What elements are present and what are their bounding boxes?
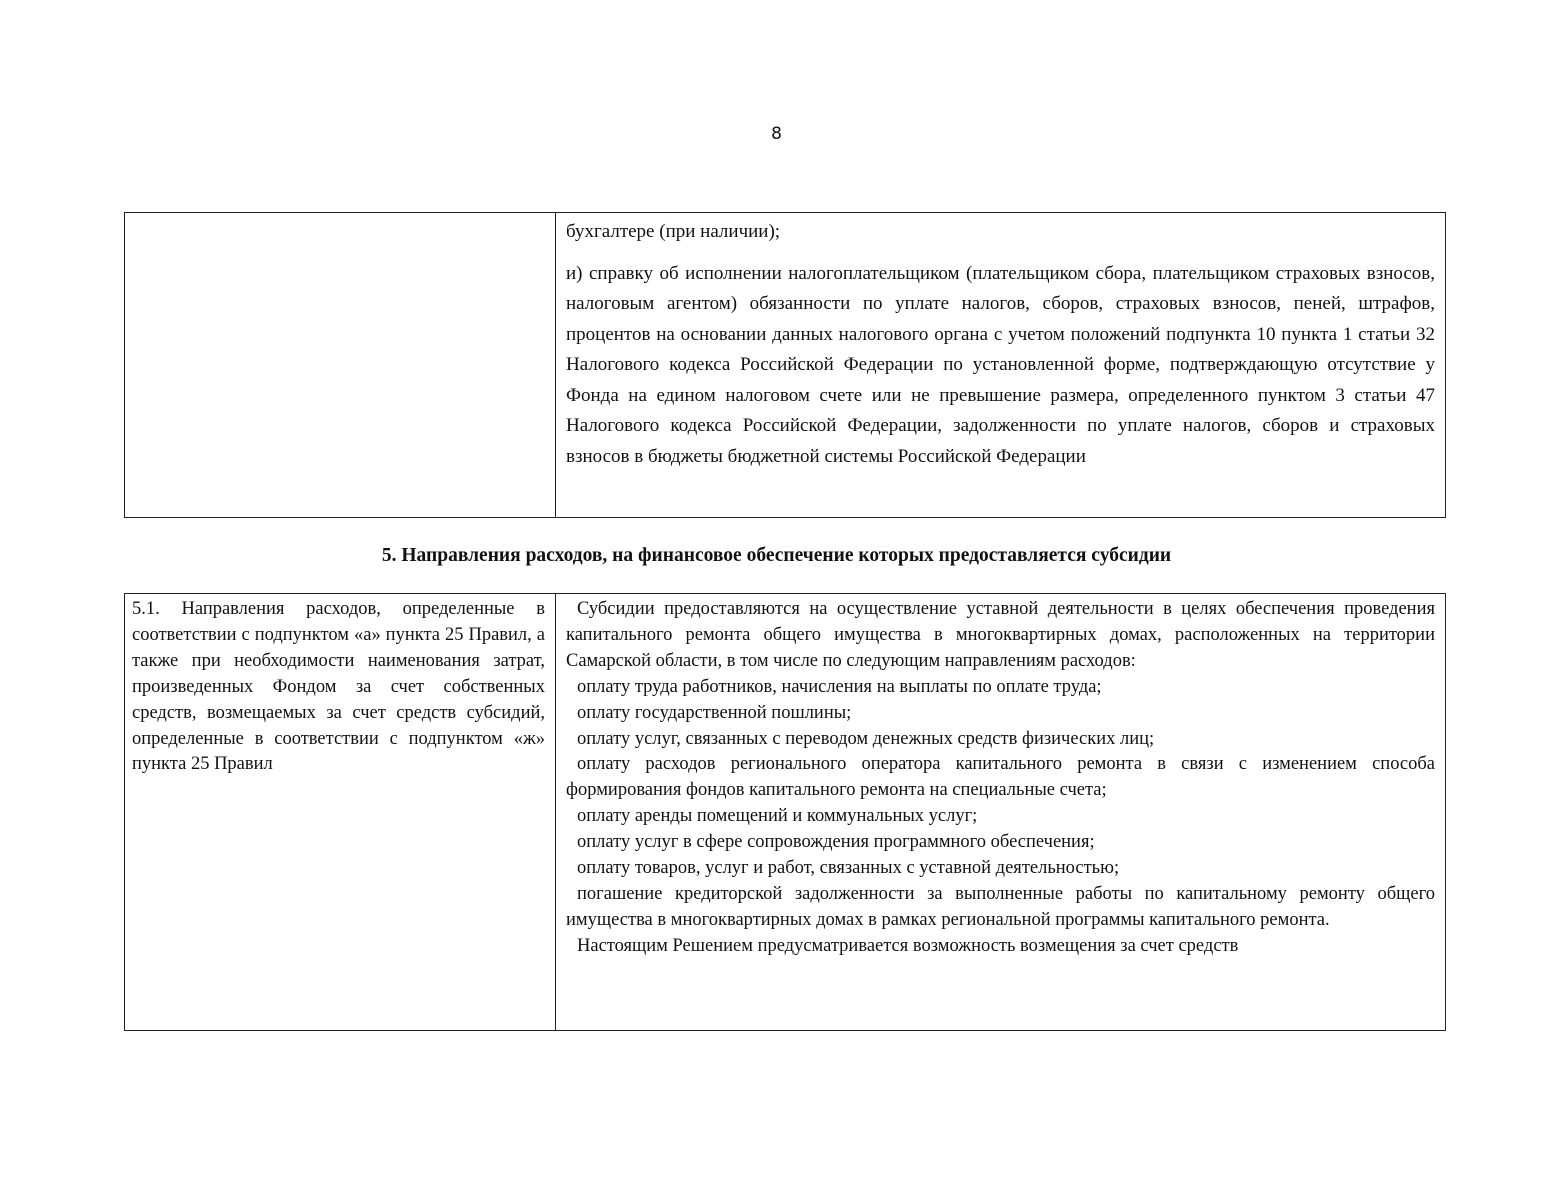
requirements-table xyxy=(124,212,1446,518)
clause-label: 5.1. Направления расходов, определенные в соответствии с подпунктом «а» пункта 25 Правил, а также при необходимости наименования затрат, произведенных Фондом за счет собственных средств, возмещаемых за счет средств субсидий, определенные в соответствии с подпунктом «ж» пункта 25 Правил xyxy=(132,599,545,775)
list-item: оплату государственной пошлины; xyxy=(577,702,852,723)
table-cell-right xyxy=(556,594,1446,1031)
list-item: погашение кредиторской задолженности за выполненные работы по капитальному ремонту общего имущества в многоквартирных домах в рамках региональной программы капитального ремонта. xyxy=(566,883,1435,930)
intro-paragraph: Субсидии предоставляются на осуществление уставной деятельности в целях обеспечения проведения капитального ремонта общего имущества в многоквартирных домах, расположенных на территории Самарской области, в том числе по следующим направлениям расходов: xyxy=(566,599,1435,671)
table-cell-left xyxy=(125,213,556,518)
list-item: оплату аренды помещений и коммунальных услуг; xyxy=(577,806,978,827)
list-item: оплату услуг, связанных с переводом денежных средств физических лиц; xyxy=(577,728,1155,749)
cell-content xyxy=(556,213,1445,472)
cell-content xyxy=(556,594,1445,960)
table-row xyxy=(125,213,1446,518)
section-heading: 5. Направления расходов, на финансовое обеспечение которых предоставляется субсидии xyxy=(381,545,1172,566)
table-cell-right xyxy=(556,213,1446,518)
page-number: 8 xyxy=(771,124,782,144)
list-item: оплату услуг в сфере сопровождения программного обеспечения; xyxy=(577,832,1095,853)
table-cell-left xyxy=(125,594,556,1031)
paragraph-item-i: и) справку об исполнении налогоплательщиком (плательщиком сбора, плательщиком страховых взносов, налоговым агентом) обязанности по уплате налогов, сборов, страховых взносов, пеней, штрафов, процентов на основании данных налогового органа с учетом положений подпункта 10 пункта 1 статьи 32 Налогового кодекса Российской Федерации по установленной форме, подтверждающую отсутствие у Фонда на едином налоговом счете или не превышение размера, определенного пунктом 3 статьи 47 Налогового кодекса Российской Федерации, задолженности по уплате налогов, сборов и страховых взносов в бюджеты бюджетной системы Российской Федерации xyxy=(566,262,1435,467)
list-item: оплату труда работников, начисления на выплаты по оплате труда; xyxy=(577,676,1102,697)
table-row xyxy=(125,594,1446,1031)
list-item: оплату товаров, услуг и работ, связанных с уставной деятельностью; xyxy=(577,858,1120,879)
text-line: бухгалтере (при наличии); xyxy=(566,221,781,242)
continuation-line: Настоящим Решением предусматривается возможность возмещения за счет средств xyxy=(577,935,1239,956)
expense-directions-table xyxy=(124,593,1446,1031)
list-item: оплату расходов регионального оператора капитального ремонта в связи с изменением способа формирования фондов капитального ремонта на специальные счета; xyxy=(566,754,1435,801)
